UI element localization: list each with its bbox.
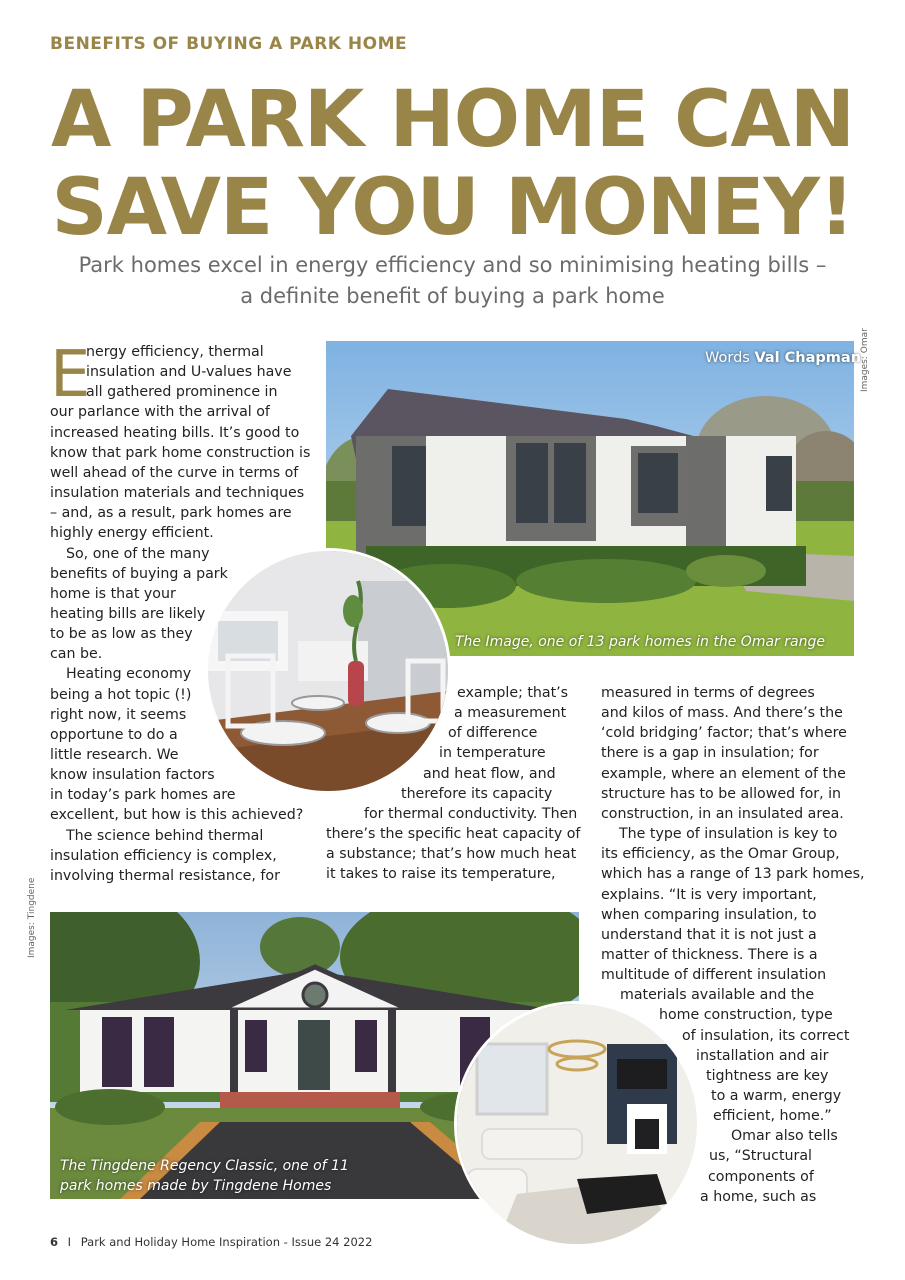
col3-line: there is a gap in insulation; for (601, 745, 819, 762)
col2-line: a substance; that’s how much heat (326, 846, 577, 863)
byline-prefix: Words (705, 350, 755, 366)
col3-line: understand that it is not just a (601, 926, 817, 943)
col1-line: highly energy efficient. (50, 525, 214, 542)
col3-line: a home, such as (700, 1188, 817, 1205)
col3-line: example, where an element of the (601, 765, 846, 782)
col1-line: involving thermal resistance, for (50, 867, 280, 884)
col1-line: heating bills are likely (50, 605, 206, 622)
dining-interior-photo (205, 548, 451, 794)
tingdene-photo-caption (60, 1156, 349, 1196)
col3-line: installation and air (696, 1047, 829, 1064)
col2-line: a measurement (454, 705, 567, 722)
tingdene-caption-line-2: park homes made by Tingdene Homes (60, 1178, 332, 1194)
tingdene-image-credit: Images: Tingdene (27, 877, 37, 958)
col3-line: tightness are key (706, 1067, 829, 1084)
col3-line: construction, in an insulated area. (601, 805, 844, 822)
tingdene-caption-line-1: The Tingdene Regency Classic, one of 11 (60, 1158, 349, 1174)
col3-line: components of (708, 1168, 814, 1185)
col1-line: to be as low as they (50, 626, 193, 643)
col1-line: insulation materials and techniques (50, 485, 305, 502)
footer-publication: Park and Holiday Home Inspiration - Issue 24 2022 (80, 1235, 373, 1249)
col2-line: there’s the specific heat capacity of (326, 826, 581, 843)
col1-line: being a hot topic (!) (50, 686, 192, 703)
byline (705, 348, 861, 368)
col3-line: which has a range of 13 park homes, (601, 866, 865, 883)
col1-line: well ahead of the curve in terms of (50, 464, 299, 481)
col1-line: our parlance with the arrival of (50, 404, 270, 421)
col3-line: measured in terms of degrees (601, 685, 815, 701)
col1-line: So, one of the many (66, 545, 210, 562)
col2-line: in temperature (439, 745, 546, 762)
col3-line: when comparing insulation, to (601, 906, 817, 923)
omar-photo-caption: The Image, one of 13 park homes in the Omar range (455, 634, 825, 650)
col2-line: therefore its capacity (401, 785, 553, 802)
headline-line-2: SAVE YOU MONEY! (51, 163, 854, 253)
col3-line: and kilos of mass. And there’s the (601, 705, 843, 722)
col1-line: little research. We (50, 747, 179, 763)
col1-line: The science behind thermal (66, 827, 264, 844)
col2-line: it takes to raise its temperature, (326, 866, 556, 883)
col3-line: its efficiency, as the Omar Group, (601, 846, 840, 863)
col1-line: benefits of buying a park (50, 565, 228, 582)
col1-line: can be. (50, 646, 103, 663)
byline-author: Val Chapman (754, 350, 862, 366)
standfirst-line-1: Park homes excel in energy efficiency and so minimising heating bills – (78, 253, 827, 277)
omar-image-credit: Images: Omar (860, 328, 870, 392)
footer-separator: I (67, 1235, 72, 1249)
col1-line: in today’s park homes are (50, 787, 236, 804)
col1-line: insulation efficiency is complex, (50, 847, 277, 864)
col2-line: of difference (448, 725, 538, 742)
col1-line: all gathered prominence in (86, 384, 278, 401)
lounge-interior-photo (454, 1001, 700, 1247)
col1-line: excellent, but how is this achieved? (50, 807, 304, 824)
col1-line: know that park home construction is (50, 444, 311, 461)
col3-line: home construction, type (659, 1007, 833, 1024)
col1-line: – and, as a result, park homes are (50, 505, 292, 522)
col3-line: materials available and the (620, 987, 815, 1004)
section-kicker: BENEFITS OF BUYING A PARK HOME (50, 34, 408, 54)
col3-line: ‘cold bridging’ factor; that’s where (601, 725, 847, 742)
headline-line-1: A PARK HOME CAN (50, 75, 855, 165)
col1-line: know insulation factors (50, 767, 215, 784)
page-number: 6 (50, 1235, 59, 1249)
col1-line: nergy efficiency, thermal (86, 344, 264, 360)
col3-line: us, “Structural (709, 1148, 812, 1165)
col3-line: The type of insulation is key to (619, 826, 838, 843)
col3-line: multitude of different insulation (601, 967, 827, 984)
standfirst-line-2: a definite benefit of buying a park home (240, 284, 665, 308)
col3-line: explains. “It is very important, (601, 886, 817, 903)
drop-cap: E (50, 338, 91, 412)
col3-line: to a warm, energy (711, 1088, 842, 1104)
col3-line: of insulation, its correct (682, 1027, 850, 1044)
standfirst (60, 250, 845, 312)
col3-line: matter of thickness. There is a (601, 946, 818, 963)
col1-line: increased heating bills. It’s good to (50, 424, 300, 441)
col3-line: Omar also tells (731, 1128, 838, 1145)
col1-line: home is that your (50, 585, 176, 602)
col1-line: right now, it seems (50, 706, 187, 723)
col3-line: efficient, home.” (713, 1108, 832, 1125)
col1-line: opportune to do a (50, 726, 178, 743)
col2-line: example; that’s (457, 685, 569, 701)
page-footer (50, 1235, 372, 1249)
col1-line: Heating economy (66, 666, 192, 683)
col1-line: insulation and U-values have (86, 364, 292, 381)
col2-line: and heat flow, and (423, 765, 556, 782)
col2-line: for thermal conductivity. Then (364, 805, 578, 822)
col3-line: structure has to be allowed for, in (601, 785, 842, 802)
